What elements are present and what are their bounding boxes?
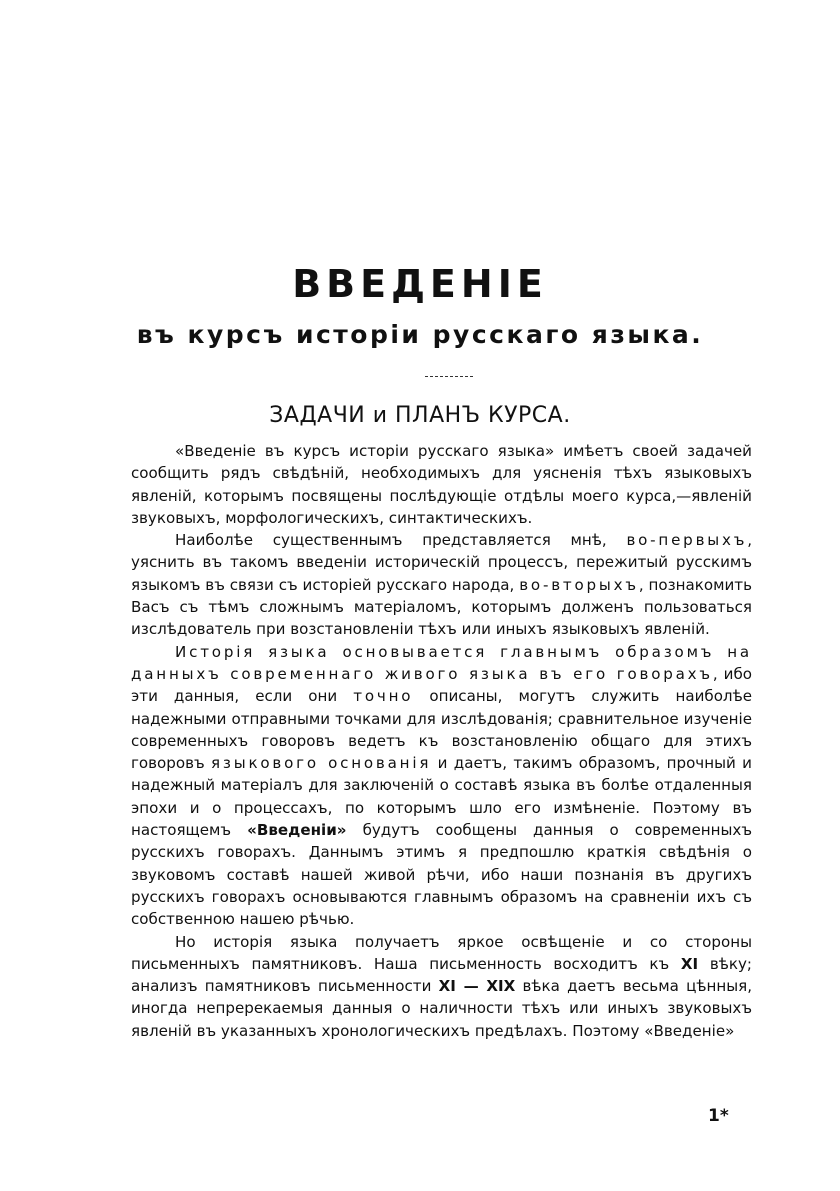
spaced-emphasis: точно xyxy=(353,687,414,706)
bold-emphasis: «Введеніи» xyxy=(247,821,347,840)
text-run: «Введеніе въ курсъ исторіи русскаго языка» имѣетъ своей задачей сообщить рядъ свѣдѣній, необходимыхъ для уясненія тѣхъ языковыхъ явленій, которымъ посвящены послѣдующіе отдѣлы моего курса,—явленій звуковыхъ, морфологическихъ, синтактическихъ. xyxy=(131,442,752,527)
bold-emphasis: XI xyxy=(680,954,699,973)
page-title: ВВЕДЕНІЕ xyxy=(292,262,548,306)
text-run: , познакомить Васъ съ тѣмъ сложнымъ матеріаломъ, которымъ долженъ пользоваться изслѣдователь при возстановленіи тѣхъ или иныхъ языковыхъ явленій. xyxy=(131,575,752,639)
text-run: и даетъ, такимъ образомъ, прочный и надежный матеріалъ для заключеній о составѣ языка въ болѣе отдаленныя эпохи и о процессахъ, по которымъ шло его измѣненіе. Поэтому въ настоящемъ xyxy=(131,754,752,840)
paragraph xyxy=(131,931,752,1042)
text-run: описаны, могутъ служить наиболѣе надежными отправными точками для изслѣдованія; сравнительное изученіе современныхъ говоровъ ведетъ къ возстановленію общаго для этихъ говоровъ xyxy=(131,687,752,773)
text-run: Но исторія языка получаетъ яркое освѣщеніе и со стороны письменныхъ памятниковъ. Наша письменность восходитъ къ xyxy=(131,932,752,973)
spaced-emphasis: языкового основанія xyxy=(211,754,432,773)
spaced-emphasis: Исторія языка основывается главнымъ образомъ на данныхъ современнаго живого языка въ его говорахъ xyxy=(131,642,752,683)
text-run: вѣку; анализъ памятниковъ письменности xyxy=(131,954,752,996)
paragraph xyxy=(131,440,752,529)
paragraph xyxy=(131,529,752,640)
text-run: будутъ сообщены данныя о современныхъ русскихъ говорахъ. Даннымъ этимъ я предпошлю краткія свѣдѣнія о звуковомъ составѣ нашей живой рѣчи, ибо наши познанія въ другихъ русскихъ говорахъ основываются главнымъ образомъ на сравненіи ихъ съ собственною нашею рѣчью. xyxy=(131,821,752,929)
body-text xyxy=(131,440,752,1042)
bold-emphasis: XI — XIX xyxy=(438,977,516,996)
text-run: Наиболѣе существеннымъ представляется мнѣ, xyxy=(175,531,627,550)
ornamental-divider xyxy=(425,376,473,378)
text-run: вѣка даетъ весьма цѣнныя, иногда непререкаемыя данныя о наличности тѣхъ или иныхъ звуковыхъ явленій въ указанныхъ хронологическихъ предѣлахъ. Поэтому «Введеніе» xyxy=(131,977,753,1040)
page-number: 1* xyxy=(708,1106,729,1126)
section-heading: ЗАДАЧИ и ПЛАНЪ КУРСА. xyxy=(269,403,571,428)
spaced-emphasis: во-вторыхъ xyxy=(519,575,639,594)
text-run: , уяснить въ такомъ введеніи историческій процессъ, пережитый русскимъ языкомъ въ связи съ исторіей русскаго народа, xyxy=(131,531,752,594)
spaced-emphasis: во-первыхъ xyxy=(626,531,748,550)
paragraph xyxy=(131,641,752,931)
text-run: , ибо эти данныя, если они xyxy=(131,664,752,706)
page-subtitle: въ курсъ исторіи русскаго языка. xyxy=(136,320,704,349)
